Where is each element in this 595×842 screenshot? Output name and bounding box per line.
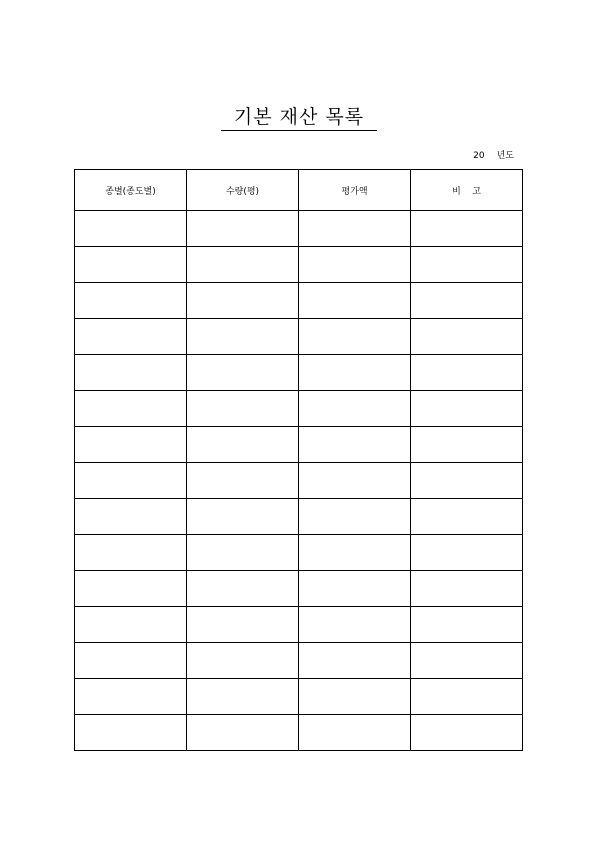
- cell-valuation[interactable]: [299, 247, 411, 283]
- cell-valuation[interactable]: [299, 715, 411, 751]
- cell-quantity[interactable]: [187, 499, 299, 535]
- cell-valuation[interactable]: [299, 535, 411, 571]
- cell-quantity[interactable]: [187, 211, 299, 247]
- cell-quantity[interactable]: [187, 679, 299, 715]
- cell-quantity[interactable]: [187, 319, 299, 355]
- cell-type[interactable]: [75, 607, 187, 643]
- header-remarks: 비 고: [411, 170, 523, 211]
- header-valuation: 평가액: [299, 170, 411, 211]
- cell-remarks[interactable]: [411, 463, 523, 499]
- table-row: [75, 427, 523, 463]
- cell-type[interactable]: [75, 679, 187, 715]
- cell-type[interactable]: [75, 319, 187, 355]
- year-suffix: 년도: [496, 151, 514, 161]
- table-row: [75, 211, 523, 247]
- cell-valuation[interactable]: [299, 571, 411, 607]
- cell-valuation[interactable]: [299, 643, 411, 679]
- table-row: [75, 463, 523, 499]
- cell-remarks[interactable]: [411, 283, 523, 319]
- cell-type[interactable]: [75, 283, 187, 319]
- cell-quantity[interactable]: [187, 607, 299, 643]
- cell-valuation[interactable]: [299, 391, 411, 427]
- cell-remarks[interactable]: [411, 247, 523, 283]
- header-row: [75, 170, 523, 211]
- table-row: [75, 679, 523, 715]
- table-row: [75, 355, 523, 391]
- table-row: [75, 283, 523, 319]
- cell-quantity[interactable]: [187, 355, 299, 391]
- cell-type[interactable]: [75, 535, 187, 571]
- cell-valuation[interactable]: [299, 607, 411, 643]
- table-row: [75, 499, 523, 535]
- cell-type[interactable]: [75, 643, 187, 679]
- cell-type[interactable]: [75, 571, 187, 607]
- cell-remarks[interactable]: [411, 319, 523, 355]
- header-type: 종별(종도별): [75, 170, 187, 211]
- page-title: 기본 재산 목록: [221, 104, 377, 131]
- header-quantity: 수량(평): [187, 170, 299, 211]
- table-row: [75, 571, 523, 607]
- cell-remarks[interactable]: [411, 643, 523, 679]
- cell-remarks[interactable]: [411, 571, 523, 607]
- year-prefix: 20: [473, 151, 485, 161]
- cell-remarks[interactable]: [411, 427, 523, 463]
- cell-type[interactable]: [75, 715, 187, 751]
- ledger-body: [75, 211, 523, 751]
- cell-remarks[interactable]: [411, 391, 523, 427]
- cell-quantity[interactable]: [187, 715, 299, 751]
- cell-valuation[interactable]: [299, 211, 411, 247]
- cell-remarks[interactable]: [411, 679, 523, 715]
- table-row: [75, 319, 523, 355]
- cell-type[interactable]: [75, 499, 187, 535]
- cell-quantity[interactable]: [187, 535, 299, 571]
- asset-ledger-table: [74, 169, 523, 751]
- cell-remarks[interactable]: [411, 607, 523, 643]
- table-row: [75, 535, 523, 571]
- cell-quantity[interactable]: [187, 247, 299, 283]
- cell-remarks[interactable]: [411, 715, 523, 751]
- table-row: [75, 247, 523, 283]
- cell-valuation[interactable]: [299, 463, 411, 499]
- fiscal-year-line: [473, 150, 514, 162]
- cell-valuation[interactable]: [299, 283, 411, 319]
- cell-type[interactable]: [75, 391, 187, 427]
- cell-type[interactable]: [75, 463, 187, 499]
- cell-valuation[interactable]: [299, 427, 411, 463]
- cell-valuation[interactable]: [299, 499, 411, 535]
- cell-quantity[interactable]: [187, 571, 299, 607]
- cell-type[interactable]: [75, 211, 187, 247]
- cell-quantity[interactable]: [187, 463, 299, 499]
- cell-valuation[interactable]: [299, 355, 411, 391]
- cell-quantity[interactable]: [187, 391, 299, 427]
- cell-remarks[interactable]: [411, 535, 523, 571]
- cell-remarks[interactable]: [411, 355, 523, 391]
- cell-remarks[interactable]: [411, 211, 523, 247]
- cell-quantity[interactable]: [187, 427, 299, 463]
- table-row: [75, 715, 523, 751]
- cell-valuation[interactable]: [299, 319, 411, 355]
- cell-valuation[interactable]: [299, 679, 411, 715]
- table-row: [75, 643, 523, 679]
- table-row: [75, 391, 523, 427]
- cell-remarks[interactable]: [411, 499, 523, 535]
- cell-type[interactable]: [75, 355, 187, 391]
- table-row: [75, 607, 523, 643]
- cell-quantity[interactable]: [187, 283, 299, 319]
- cell-quantity[interactable]: [187, 643, 299, 679]
- cell-type[interactable]: [75, 427, 187, 463]
- cell-type[interactable]: [75, 247, 187, 283]
